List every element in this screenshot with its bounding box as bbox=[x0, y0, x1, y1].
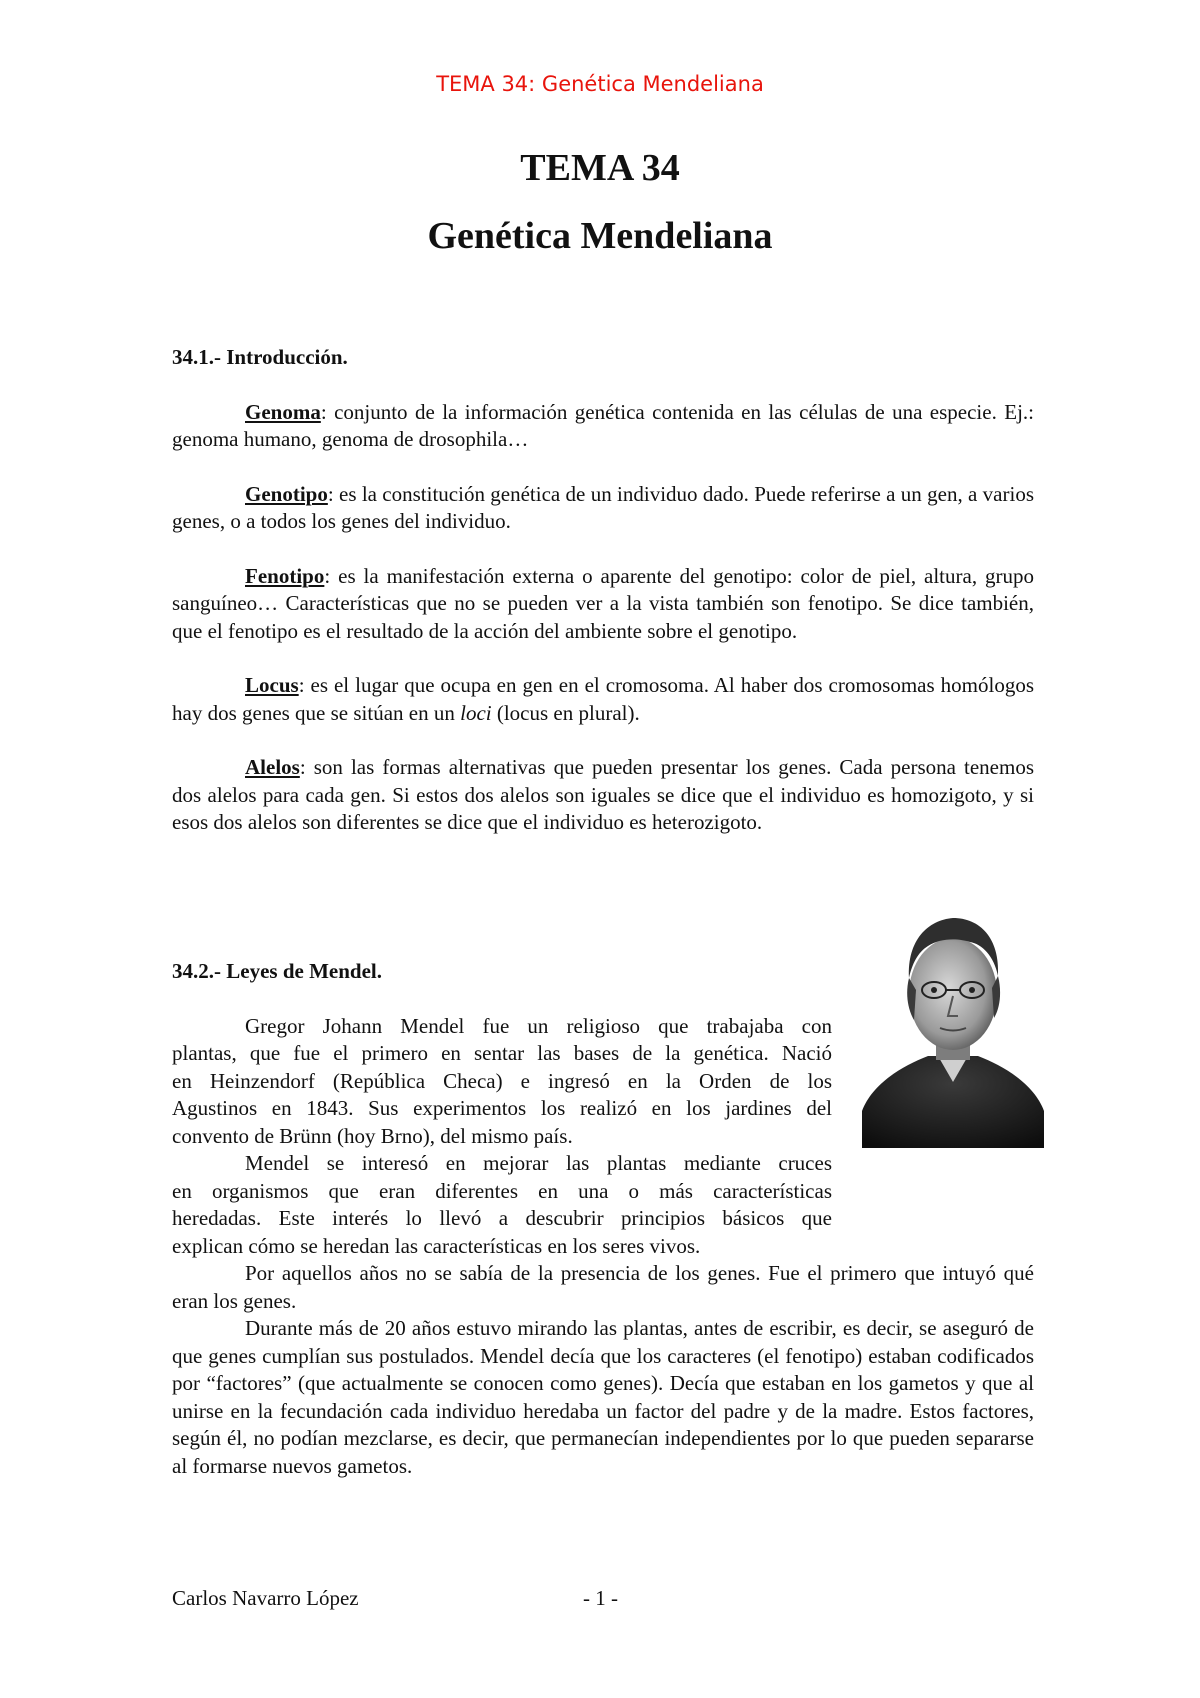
definition-alelos: Alelos: son las formas alternativas que pueden presentar los genes. Cada persona tenemos dos alelos para cada gen. Si estos dos alelos son iguales se dice que el individuo es homozigoto, y si esos dos alelos son diferentes se dice que el individuo es heterozigoto. bbox=[172, 755, 1034, 834]
term-genotipo: Genotipo bbox=[245, 481, 328, 506]
p1-line: convento de Brünn (hoy Brno), del mismo país. bbox=[172, 1123, 573, 1148]
mendel-portrait-image bbox=[862, 906, 1044, 1148]
p2-line: heredadas. Este interés lo llevó a descubrir principios básicos que bbox=[172, 1206, 832, 1230]
section-heading-2: 34.2.- Leyes de Mendel. bbox=[172, 959, 382, 983]
term-fenotipo: Fenotipo bbox=[245, 563, 325, 588]
definition-fenotipo: Fenotipo: es la manifestación externa o aparente del genotipo: color de piel, altura, grupo sanguíneo… Características que no se pueden ver a la vista también son fenotipo. Se dice también, que el fenotipo es el resultado de la acción del ambiente sobre el genotipo. bbox=[172, 563, 1034, 643]
p2-line: en organismos que eran diferentes en una o más características bbox=[172, 1178, 832, 1203]
p1-line: Agustinos en 1843. Sus experimentos los realizó en los jardines del bbox=[172, 1096, 832, 1120]
running-header: TEMA 34: Genética Mendeliana bbox=[436, 72, 764, 96]
paragraph-3: Por aquellos años no se sabía de la presencia de los genes. Fue el primero que intuyó qué eran los genes. bbox=[172, 1261, 1034, 1313]
p2-line: explican cómo se heredan las características en los seres vivos. bbox=[172, 1233, 701, 1258]
page-number: - 1 - bbox=[583, 1586, 618, 1610]
document-title: TEMA 34 bbox=[520, 147, 680, 189]
term-locus: Locus bbox=[245, 673, 299, 697]
document-subtitle: Genética Mendeliana bbox=[427, 215, 773, 257]
section-heading-1: 34.1.- Introducción. bbox=[172, 345, 348, 369]
definition-genotipo: Genotipo: es la constitución genética de un individuo dado. Puede referirse a un gen, a varios genes, o a todos los genes del individuo. bbox=[172, 481, 1034, 533]
p1-line: Gregor Johann Mendel fue un religioso que trabajaba con bbox=[245, 1013, 832, 1038]
p2-line: Mendel se interesó en mejorar las plantas mediante cruces bbox=[245, 1151, 832, 1175]
p1-line: en Heinzendorf (República Checa) e ingresó en la Orden de los bbox=[172, 1068, 832, 1093]
term-alelos: Alelos bbox=[245, 755, 300, 779]
p1-line: plantas, que fue el primero en sentar las bases de la genética. Nació bbox=[172, 1041, 832, 1065]
paragraph-4: Durante más de 20 años estuvo mirando las plantas, antes de escribir, es decir, se aseguró de que genes cumplían sus postulados. Mendel decía que los caracteres (el fenotipo) estaban codificados por “factores” (que actualmente se conocen como genes). Decía que estaban en los gametos y que al unirse en la fecundación cada individuo heredaba un factor del padre y de la madre. Estos factores, según él, no podían mezclarse, es decir, que permanecían independientes por lo que pueden separarse al formarse nuevos gametos. bbox=[172, 1316, 1034, 1478]
definition-locus: Locus: es el lugar que ocupa en gen en el cromosoma. Al haber dos cromosomas homólogos hay dos genes que se sitúan en un loci (locus en plural). bbox=[172, 673, 1034, 725]
section-introduccion bbox=[172, 344, 1034, 837]
footer-author: Carlos Navarro López bbox=[172, 1586, 359, 1610]
wrapped-text bbox=[172, 1013, 832, 1261]
term-genoma: Genoma bbox=[245, 399, 321, 424]
definition-genoma: Genoma: conjunto de la información genética contenida en las células de una especie. Ej.: genoma humano, genoma de drosophila… bbox=[172, 399, 1034, 451]
